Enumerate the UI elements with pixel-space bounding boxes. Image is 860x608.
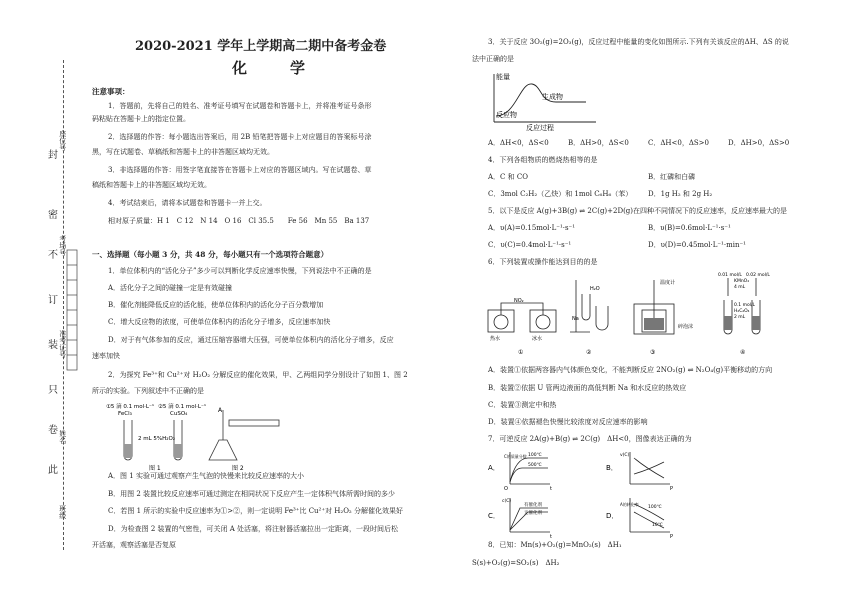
- seal-char-4: 订: [48, 295, 58, 306]
- svg-text:D．: D．: [606, 512, 619, 520]
- q6-option-a: A．装置①依据两容器内气体颜色变化，不能判断反应 2NO₂(g) ⇌ N₂O₄(g)平衡移动的方向: [488, 366, 773, 374]
- svg-text:100℃: 100℃: [528, 453, 542, 458]
- svg-text:Na: Na: [572, 316, 579, 322]
- option-line: D．对于有气体参加的反应，通过压缩容器增大压强，可使单位体积内的活化分子增多，反应: [108, 336, 394, 344]
- question-5: 5．以下是反应 A(g)+3B(g) ⇌ 2C(g)+2D(g)在四种不同情况下的反应速率，反应速率最大的是: [488, 207, 788, 215]
- name-label: 姓名: [58, 430, 67, 444]
- svg-text:反应物: 反应物: [496, 111, 517, 119]
- q4-option-b: B．红磷和白磷: [648, 173, 696, 181]
- svg-text:A．: A．: [488, 464, 500, 472]
- svg-text:P: P: [670, 486, 674, 492]
- option-line: B．催化剂能降低反应的活化能，使单位体积内的活化分子百分数增加: [108, 301, 324, 309]
- option-line: A．活化分子之间的碰撞一定是有效碰撞: [108, 284, 233, 292]
- q2-option-d-cont: 开活塞，观察活塞是否复原: [92, 541, 176, 549]
- svg-text:NO₂: NO₂: [514, 298, 524, 304]
- svg-text:0.02 mol/L: 0.02 mol/L: [746, 273, 770, 278]
- note-line: 码粘贴在答题卡上的指定位置。: [92, 115, 190, 123]
- svg-text:②: ②: [586, 349, 592, 356]
- svg-text:CuSO₄: CuSO₄: [170, 411, 188, 417]
- seat-number-label: 座位号: [58, 130, 67, 151]
- svg-text:KMnO₄: KMnO₄: [734, 279, 750, 284]
- admission-boxes: [66, 90, 80, 530]
- note-line: 稿纸和答题卡上的非答题区域均无效。: [92, 181, 211, 189]
- svg-text:H₂O: H₂O: [590, 286, 600, 292]
- svg-text:①: ①: [518, 349, 524, 356]
- svg-text:图 2: 图 2: [232, 465, 244, 472]
- q3-energy-diagram: [486, 70, 606, 132]
- notes-heading: 注意事项：: [92, 87, 130, 96]
- exam-title: 2020-2021 学年上学期高二期中备考金卷: [135, 39, 387, 54]
- q6-apparatus-figure: [484, 270, 774, 358]
- seal-char-5: 装: [48, 340, 58, 351]
- q2-figure: [104, 400, 284, 472]
- svg-text:2 mL: 2 mL: [734, 315, 746, 320]
- note-line: 3．非选择题的作答：用签字笔直接答在答题卡上对应的答题区域内。写在试题卷、草: [108, 166, 372, 174]
- note-line: 黑，写在试题卷、草稿纸和答题卡上的非答题区域均无效。: [92, 148, 274, 156]
- svg-text:②5 滴 0.1 mol·L⁻¹: ②5 滴 0.1 mol·L⁻¹: [158, 404, 207, 410]
- question-3: 3．关于反应 3O₂(g)=2O₃(g)，反应过程中能量的变化如图所示.下列有关该反应的ΔH、ΔS 的说: [488, 38, 789, 46]
- svg-text:③: ③: [650, 349, 656, 356]
- question-1: 1．单位体积内的“活化分子”多少可以判断化学反应速率快慢，下列说法中不正确的是: [108, 267, 372, 275]
- question-3-cont: 法中正确的是: [472, 55, 514, 63]
- q2-option-c: C．若图 1 所示的实验中反应速率为①>②，则一定说明 Fe³⁺比 Cu²⁺对 H₂O₂ 分解催化效果好: [108, 507, 403, 515]
- admission-number-label: 准考证号: [58, 330, 67, 358]
- q7-graphs: [488, 448, 768, 540]
- q6-option-d: D．装置④依据褪色快慢比较浓度对反应速率的影响: [488, 418, 648, 426]
- svg-text:O: O: [504, 486, 508, 492]
- svg-text:P: P: [670, 534, 674, 540]
- svg-text:c(C): c(C): [502, 499, 512, 504]
- question-7: 7．可逆反应 2A(g)+B(g) ⇌ 2C(g) ΔH<0，图像表达正确的为: [488, 435, 692, 443]
- section-heading: 一、选择题（每小题 3 分，共 48 分，每小题只有一个选项符合题意）: [92, 250, 329, 259]
- svg-text:0.01 mol/L: 0.01 mol/L: [718, 273, 742, 278]
- svg-text:④: ④: [740, 349, 746, 356]
- question-2-cont: 所示的实验。下列叙述中不正确的是: [92, 387, 204, 395]
- svg-text:C．: C．: [488, 512, 500, 520]
- svg-text:能量: 能量: [496, 73, 510, 81]
- option-line-cont: 速率加快: [92, 352, 120, 360]
- svg-text:FeCl₃: FeCl₃: [118, 411, 132, 417]
- svg-text:500℃: 500℃: [528, 463, 542, 468]
- svg-text:反应过程: 反应过程: [526, 124, 554, 132]
- note-line: 1．答题前，先将自己的姓名、准考证号填写在试题卷和答题卡上，并将准考证号条形: [108, 102, 372, 110]
- subject-title: 化 学: [232, 59, 320, 77]
- seal-char-2: 密: [48, 210, 58, 221]
- seal-char-1: 封: [48, 150, 58, 161]
- q4-option-c: C．3mol C₂H₂（乙炔）和 1mol C₆H₆（苯）: [488, 190, 633, 198]
- q4-option-a: A．C 和 CO: [488, 173, 528, 181]
- class-label: 班级: [58, 505, 67, 519]
- svg-text:A的转化率: A的转化率: [620, 502, 639, 507]
- svg-text:无催化剂: 无催化剂: [524, 511, 542, 516]
- svg-text:图 1: 图 1: [149, 465, 161, 472]
- svg-text:H₂C₂O₄: H₂C₂O₄: [734, 309, 750, 314]
- q3-option-d: D．ΔH>0，ΔS>0: [728, 139, 790, 147]
- svg-text:B．: B．: [606, 464, 618, 472]
- option-line: C．增大反应物的浓度，可使单位体积内的活化分子增多，反应速率加快: [108, 318, 331, 326]
- q5-option-c: C．υ(C)=0.4mol·L⁻¹·s⁻¹: [488, 241, 572, 249]
- seal-char-8: 此: [48, 465, 58, 476]
- question-2: 2．为探究 Fe³⁺和 Cu²⁺对 H₂O₂ 分解反应的催化效果，甲、乙两组同学分别设计了如图 1、图 2: [108, 371, 408, 379]
- svg-text:温度计: 温度计: [660, 280, 676, 286]
- q4-option-d: D．1g H₂ 和 2g H₂: [648, 190, 713, 198]
- q2-option-b: B．用图 2 装置比较反应速率可通过测定在相同状况下反应产生一定体积气体所需时间的多少: [108, 490, 396, 498]
- svg-text:有催化剂: 有催化剂: [524, 503, 542, 508]
- question-8: 8．已知：Mn(s)+O₂(g)=MnO₂(s) ΔH₁: [488, 541, 622, 549]
- q3-option-b: B．ΔH>0，ΔS<0: [568, 139, 629, 147]
- note-line: 2．选择题的作答：每小题选出答案后，用 2B 铅笔把答题卡上对应题目的答案标号涂: [108, 133, 372, 141]
- q5-option-b: B．υ(B)=0.6mol·L⁻¹·s⁻¹: [648, 224, 731, 232]
- question-4: 4．下列各组物质的燃烧热相等的是: [488, 156, 598, 164]
- question-6: 6．下列装置或操作能达到目的的是: [488, 258, 598, 266]
- question-8-line2: S(s)+O₂(g)=SO₂(s) ΔH₂: [472, 559, 560, 567]
- svg-text:冰水: 冰水: [532, 336, 543, 342]
- svg-text:4 mL: 4 mL: [734, 285, 746, 290]
- note-line: 4．考试结束后，请将本试题卷和答题卡一并上交。: [108, 199, 267, 207]
- q2-option-a: A．图 1 实验可通过观察产生气泡的快慢来比较反应速率的大小: [108, 472, 304, 480]
- svg-text:热水: 热水: [490, 336, 501, 342]
- svg-text:2 mL 5%H₂O₂: 2 mL 5%H₂O₂: [138, 436, 176, 442]
- svg-text:10℃: 10℃: [652, 523, 663, 528]
- svg-text:碎泡沫: 碎泡沫: [678, 324, 694, 330]
- atomic-mass-line: 相对原子质量：H 1 C 12 N 14 O 16 Cl 35.5 Fe 56 Mn 55 Ba 137: [108, 217, 370, 225]
- seal-char-6: 只: [48, 385, 58, 396]
- q6-option-b: B．装置②依据 U 管两边液面的高低判断 Na 和水反应的热效应: [488, 384, 687, 392]
- svg-text:100℃: 100℃: [648, 505, 662, 510]
- exam-room-label: 考场号: [58, 235, 67, 256]
- svg-text:①5 滴 0.1 mol·L⁻¹: ①5 滴 0.1 mol·L⁻¹: [106, 404, 155, 410]
- seal-char-7: 卷: [48, 425, 58, 436]
- svg-text:生成物: 生成物: [542, 93, 563, 101]
- svg-text:v(C): v(C): [620, 453, 630, 458]
- svg-text:A: A: [218, 407, 223, 414]
- q6-option-c: C．装置③测定中和热: [488, 401, 557, 409]
- svg-text:0.1 mol/L: 0.1 mol/L: [734, 303, 755, 308]
- q5-option-a: A．υ(A)=0.15mol·L⁻¹·s⁻¹: [488, 224, 576, 232]
- svg-text:t: t: [550, 486, 552, 492]
- svg-text:C的质量分数: C的质量分数: [504, 454, 527, 459]
- q2-option-d: D．为检查图 2 装置的气密性，可关闭 A 处活塞，将注射器活塞拉出一定距离，一段时间后松: [108, 525, 399, 533]
- q3-option-c: C．ΔH<0，ΔS>0: [648, 139, 710, 147]
- svg-text:t: t: [550, 534, 552, 540]
- q5-option-d: D．υ(D)=0.45mol·L⁻¹·min⁻¹: [648, 241, 746, 249]
- q3-option-a: A．ΔH<0，ΔS<0: [488, 139, 549, 147]
- seal-char-3: 不: [48, 250, 58, 261]
